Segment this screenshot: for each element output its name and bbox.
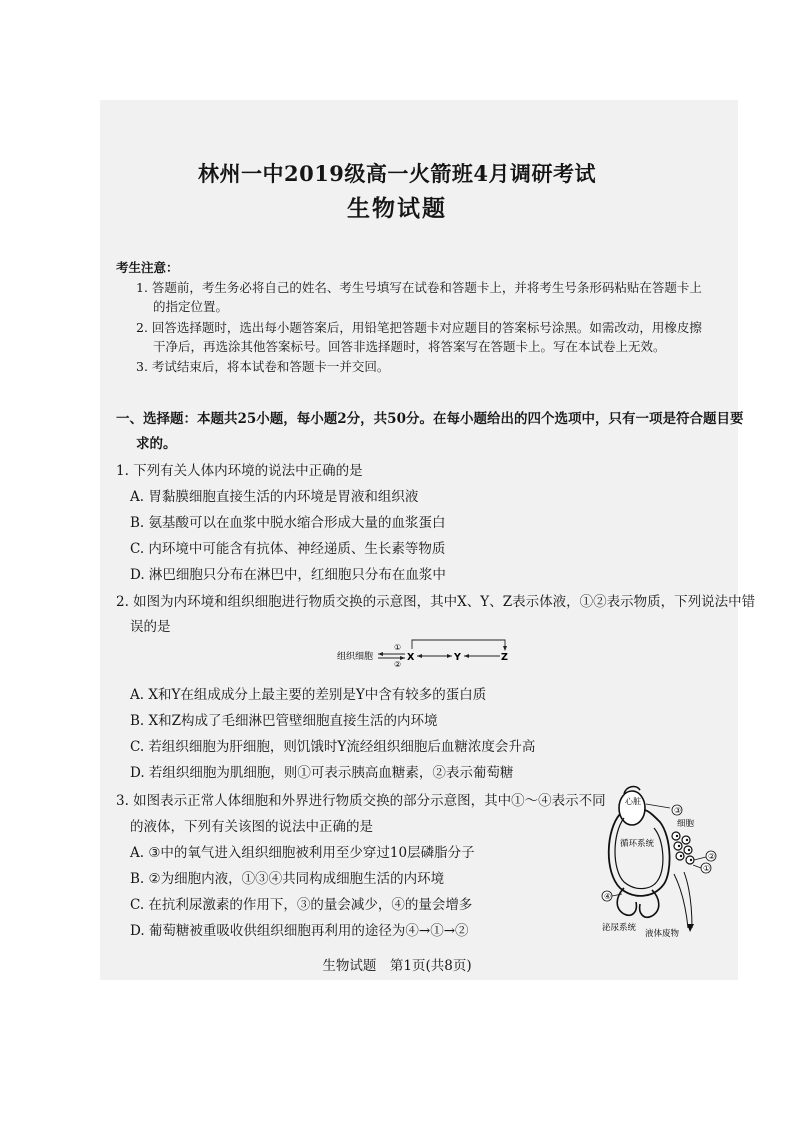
body-fluid-diagram (330, 636, 520, 670)
waste-label: 液体废物 (645, 929, 680, 939)
label-2: ② (708, 852, 716, 861)
question-3-option-a: A. ③中的氧气进入组织细胞被利用至少穿过10层磷脂分子 (130, 845, 475, 861)
circulation-diagram (590, 780, 730, 940)
question-2-stem: 2. 如图为内环境和组织细胞进行物质交换的示意图，其中X、Y、Z表示体液，①②表示物质，下列说法中错 (116, 594, 756, 610)
question-1-stem: 1. 下列有关人体内环境的说法中正确的是 (116, 463, 363, 479)
cells-label: 细胞 (677, 819, 695, 829)
notice-line: 2. 回答选择题时，选出每小题答案后，用铅笔把答题卡对应题目的答案标号涂黑。如需改动，用橡皮擦 (136, 320, 702, 335)
urinary-label: 泌尿系统 (602, 923, 637, 933)
diagram-fluid-z: Z (501, 652, 508, 663)
section-heading-cont: 求的。 (136, 436, 177, 452)
label-3: ③ (674, 806, 682, 815)
question-3-stem-cont: 的液体，下列有关该图的说法中正确的是 (130, 819, 373, 835)
label-4: ④ (604, 892, 612, 901)
exam-subject: 生物试题 (347, 195, 447, 222)
question-1-option-a: A. 胃黏膜细胞直接生活的内环境是胃液和组织液 (130, 489, 419, 505)
question-2-option-b: B. X和Z构成了毛细淋巴管壁细胞直接生活的内环境 (130, 713, 438, 729)
question-2-stem-cont: 误的是 (130, 619, 171, 635)
diagram-fluid-x: X (407, 652, 415, 663)
notice-line: 的指定位置。 (153, 299, 229, 314)
diagram-substance-1: ① (394, 643, 402, 652)
notice-line: 3. 考试结束后，将本试卷和答题卡一并交回。 (136, 359, 390, 374)
diagram-fluid-y: Y (454, 652, 461, 663)
label-1: ① (703, 864, 711, 873)
notice-line: 干净后，再选涂其他答案标号。回答非选择题时，将答案写在答题卡上。写在本试卷上无效。 (153, 339, 666, 354)
circulation-label: 循环系统 (620, 839, 655, 849)
notice-line: 1. 答题前，考生务必将自己的姓名、考生号填写在试卷和答题卡上，并将考生号条形码粘贴在答题卡上 (136, 280, 702, 295)
question-3-option-d: D. 葡萄糖被重吸收供组织细胞再利用的途径为④→①→② (130, 923, 469, 939)
question-1-option-d: D. 淋巴细胞只分布在淋巴中，红细胞只分布在血浆中 (130, 567, 446, 583)
exam-title: 林州一中2019级高一火箭班4月调研考试 (197, 161, 597, 186)
notice-heading: 考生注意： (116, 260, 179, 275)
question-3-option-c: C. 在抗利尿激素的作用下，③的量会减少，④的量会增多 (130, 897, 473, 913)
question-2-option-c: C. 若组织细胞为肝细胞，则饥饿时Y流经组织细胞后血糖浓度会升高 (130, 739, 536, 755)
diagram-substance-2: ② (394, 660, 402, 669)
question-2-option-d: D. 若组织细胞为肌细胞，则①可表示胰高血糖素，②表示葡萄糖 (130, 765, 514, 781)
question-2-option-a: A. X和Y在组成成分上最主要的差别是Y中含有较多的蛋白质 (130, 687, 487, 703)
question-1-option-b: B. 氨基酸可以在血浆中脱水缩合形成大量的血浆蛋白 (130, 515, 446, 531)
question-3-stem: 3. 如图表示正常人体细胞和外界进行物质交换的部分示意图，其中①～④表示不同 (116, 793, 606, 809)
diagram-cell-label: 组织细胞 (337, 652, 374, 662)
page-footer: 生物试题 第1页(共8页) (322, 958, 472, 974)
question-3-option-b: B. ②为细胞内液，①③④共同构成细胞生活的内环境 (130, 871, 445, 887)
question-1-option-c: C. 内环境中可能含有抗体、神经递质、生长素等物质 (130, 541, 446, 557)
section-heading: 一、选择题：本题共25小题，每小题2分，共50分。在每小题给出的四个选项中，只有一项是符合题目要 (116, 411, 744, 427)
heart-label: 心脏 (625, 797, 641, 806)
